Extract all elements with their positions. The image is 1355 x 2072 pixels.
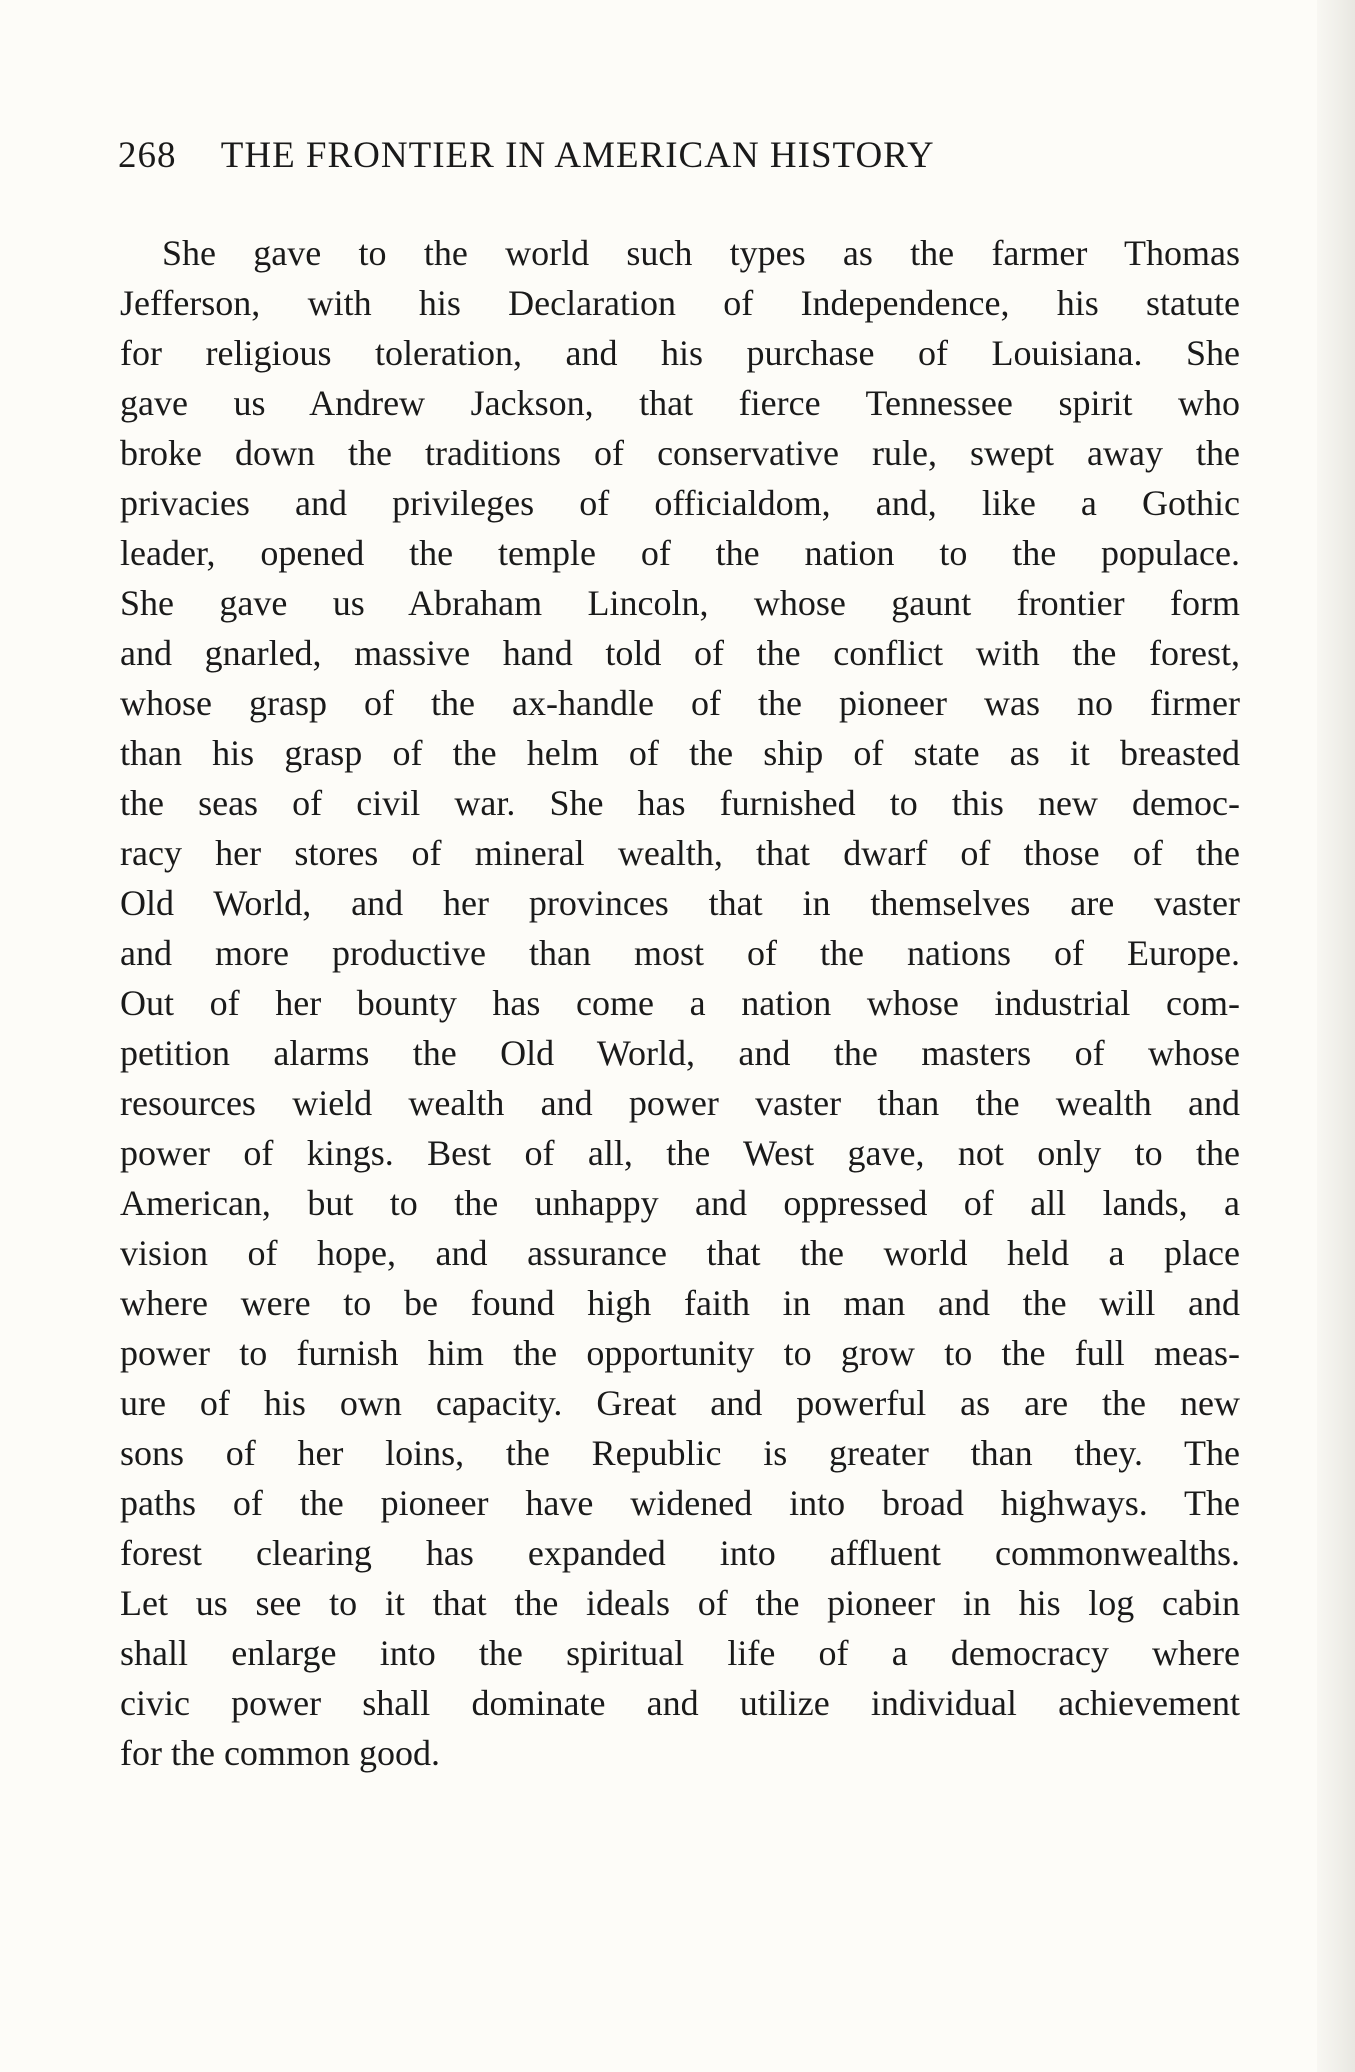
text-line: power to furnish him the opportunity to grow to the full meas- bbox=[120, 1333, 1240, 1373]
text-line: and gnarled, massive hand told of the conflict with the forest, bbox=[120, 633, 1240, 673]
text-line: vision of hope, and assurance that the world held a place bbox=[120, 1233, 1240, 1273]
text-line: for the common good. bbox=[120, 1733, 440, 1773]
text-line: Jefferson, with his Declaration of Independence, his statute bbox=[120, 283, 1240, 323]
body-paragraph bbox=[120, 228, 1240, 1778]
text-line: where were to be found high faith in man and the will and bbox=[120, 1283, 1240, 1323]
text-line: shall enlarge into the spiritual life of a democracy where bbox=[120, 1633, 1240, 1673]
text-line: She gave to the world such types as the farmer Thomas bbox=[162, 233, 1240, 273]
text-line: than his grasp of the helm of the ship of state as it breasted bbox=[120, 733, 1240, 773]
text-line: Out of her bounty has come a nation whose industrial com- bbox=[120, 983, 1240, 1023]
text-line: the seas of civil war. She has furnished to this new democ- bbox=[120, 783, 1240, 823]
text-line: American, but to the unhappy and oppressed of all lands, a bbox=[120, 1183, 1240, 1223]
text-line: gave us Andrew Jackson, that fierce Tennessee spirit who bbox=[120, 383, 1240, 423]
text-line: She gave us Abraham Lincoln, whose gaunt frontier form bbox=[120, 583, 1240, 623]
text-line: for religious toleration, and his purchase of Louisiana. She bbox=[120, 333, 1240, 373]
text-line: resources wield wealth and power vaster than the wealth and bbox=[120, 1083, 1240, 1123]
text-line: broke down the traditions of conservative rule, swept away the bbox=[120, 433, 1240, 473]
text-line: leader, opened the temple of the nation to the populace. bbox=[120, 533, 1240, 573]
text-line: racy her stores of mineral wealth, that dwarf of those of the bbox=[120, 833, 1240, 873]
text-line: forest clearing has expanded into affluent commonwealths. bbox=[120, 1533, 1240, 1573]
text-line: petition alarms the Old World, and the masters of whose bbox=[120, 1033, 1240, 1073]
text-line: ure of his own capacity. Great and powerful as are the new bbox=[120, 1383, 1240, 1423]
text-line: sons of her loins, the Republic is greater than they. The bbox=[120, 1433, 1240, 1473]
page-edge-shadow bbox=[1317, 0, 1355, 2072]
running-head bbox=[118, 132, 1118, 180]
book-title: THE FRONTIER IN AMERICAN HISTORY bbox=[220, 135, 935, 176]
text-line: and more productive than most of the nations of Europe. bbox=[120, 933, 1240, 973]
text-line: whose grasp of the ax-handle of the pioneer was no firmer bbox=[120, 683, 1240, 723]
text-line: Old World, and her provinces that in themselves are vaster bbox=[120, 883, 1240, 923]
text-line: Let us see to it that the ideals of the pioneer in his log cabin bbox=[120, 1583, 1240, 1623]
page-number: 268 bbox=[118, 135, 177, 176]
text-line: power of kings. Best of all, the West gave, not only to the bbox=[120, 1133, 1240, 1173]
text-line: paths of the pioneer have widened into broad highways. The bbox=[120, 1483, 1240, 1523]
text-line: privacies and privileges of officialdom, and, like a Gothic bbox=[120, 483, 1240, 523]
text-line: civic power shall dominate and utilize individual achievement bbox=[120, 1683, 1240, 1723]
